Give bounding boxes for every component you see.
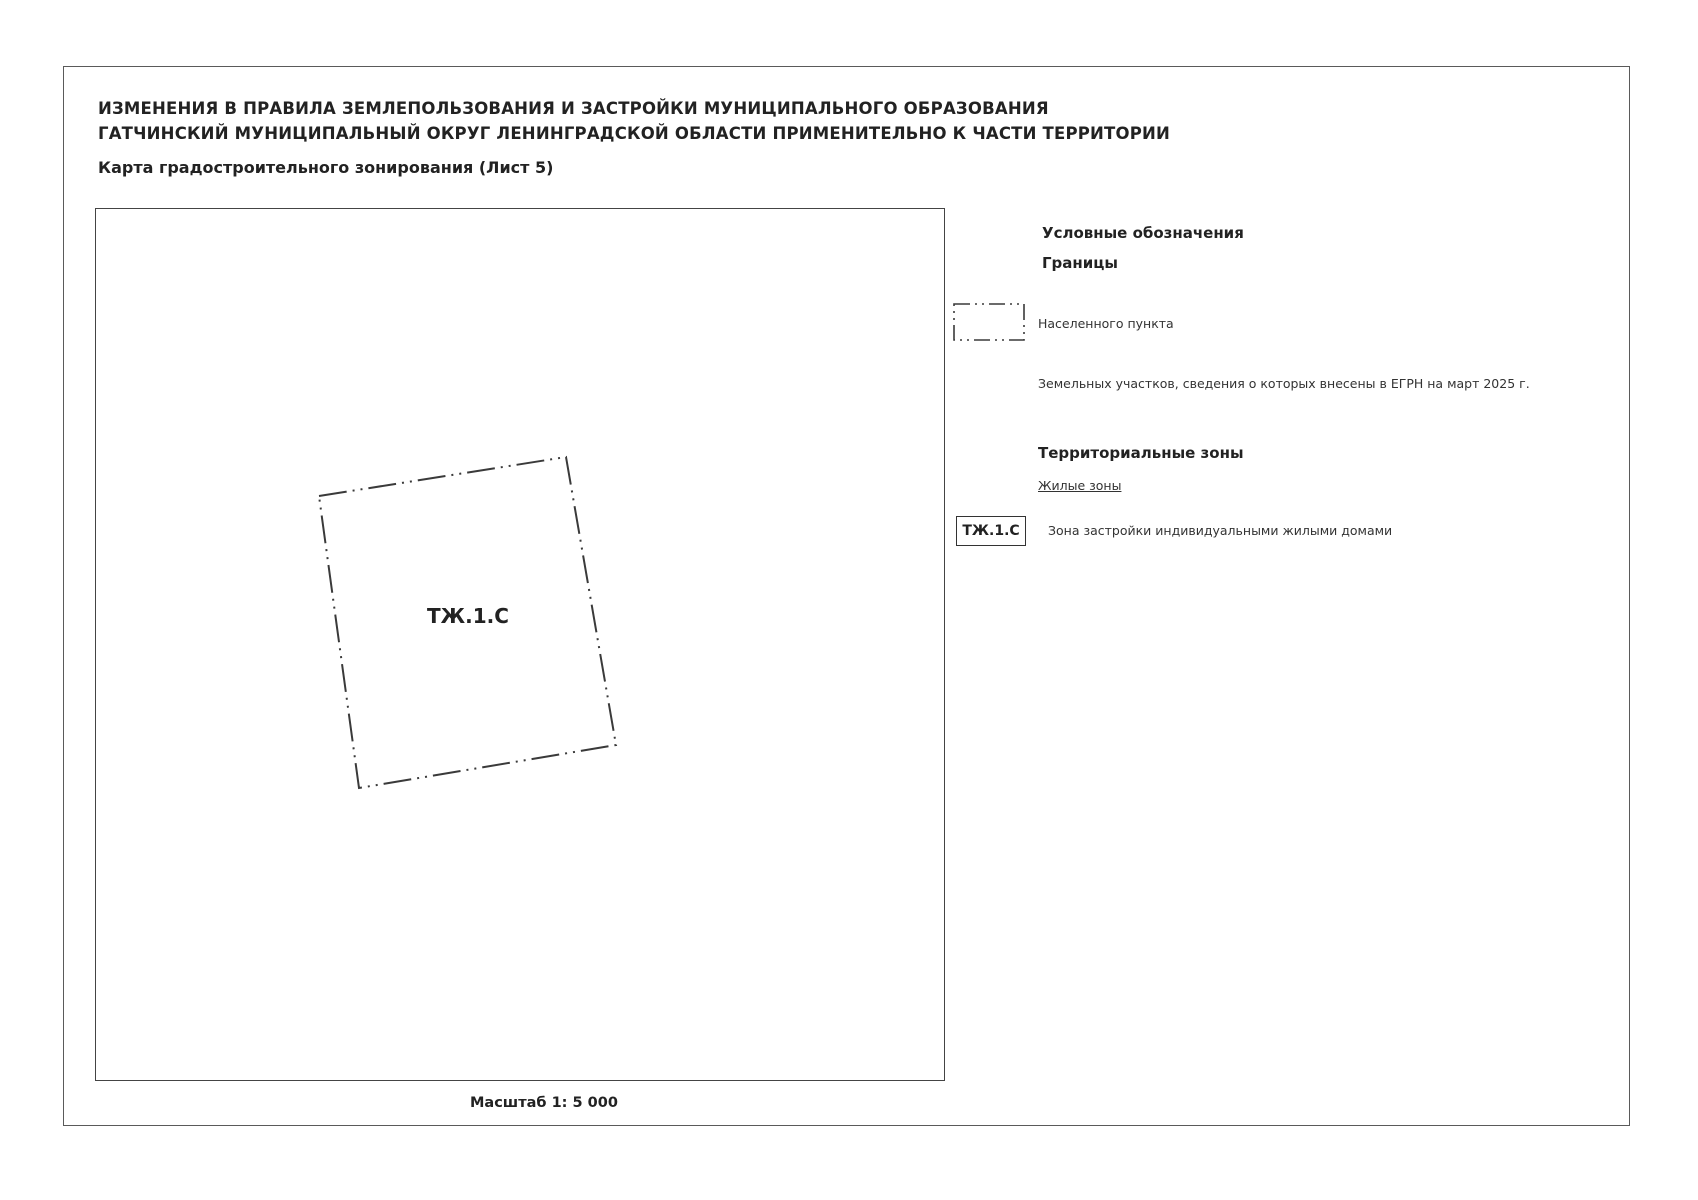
legend	[950, 220, 1630, 580]
map-subtitle: Карта градостроительного зонирования (Лист 5)	[98, 158, 554, 177]
scale-label: Масштаб 1: 5 000	[470, 1095, 618, 1111]
map-frame	[95, 208, 945, 1081]
title-line-2: ГАТЧИНСКИЙ МУНИЦИПАЛЬНЫЙ ОКРУГ ЛЕНИНГРАДСКОЙ ОБЛАСТИ ПРИМЕНИТЕЛЬНО К ЧАСТИ ТЕРРИТОРИИ	[98, 124, 1171, 143]
settlement-boundary-label: Населенного пункта	[1038, 316, 1174, 331]
map-canvas	[96, 209, 946, 1082]
zone-description: Зона застройки индивидуальными жилыми домами	[1048, 523, 1393, 538]
legend-heading: Условные обозначения	[1042, 224, 1244, 242]
boundaries-heading: Границы	[1042, 254, 1118, 272]
residential-zones-label: Жилые зоны	[1038, 478, 1122, 493]
zone-code-box: ТЖ.1.С	[956, 516, 1026, 546]
land-plots-label: Земельных участков, сведения о которых внесены в ЕГРН на март 2025 г.	[1038, 376, 1530, 391]
zones-heading: Территориальные зоны	[1038, 444, 1244, 462]
settlement-boundary-symbol	[952, 302, 1028, 344]
map-title	[98, 96, 1598, 146]
zone-label-on-map: ТЖ.1.С	[427, 604, 509, 628]
title-line-1: ИЗМЕНЕНИЯ В ПРАВИЛА ЗЕМЛЕПОЛЬЗОВАНИЯ И ЗАСТРОЙКИ МУНИЦИПАЛЬНОГО ОБРАЗОВАНИЯ	[98, 99, 1049, 118]
